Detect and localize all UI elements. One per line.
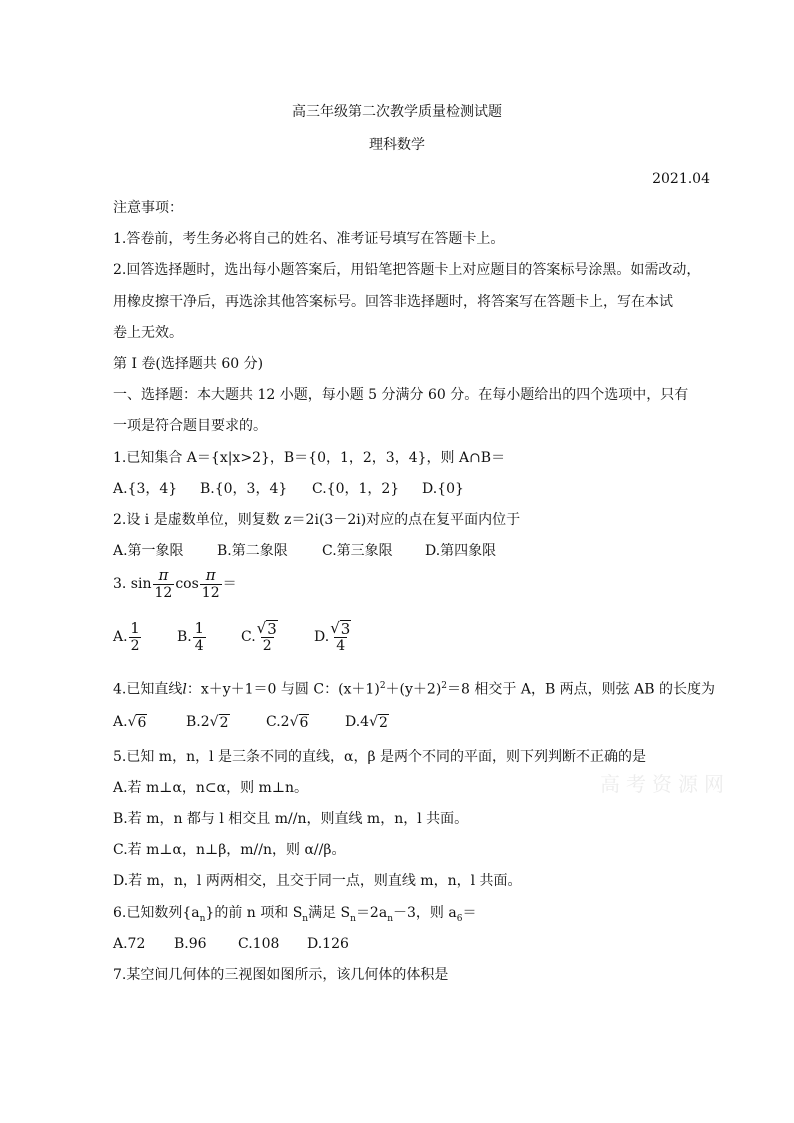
q3-option-a: A. $\frac{1}{2}$ xyxy=(113,618,140,654)
q2-option-b: B.第二象限 xyxy=(217,543,288,559)
notes-heading: 注意事项： xyxy=(113,200,183,216)
question-6-stem: 6.已知数列$\{a_n\}$的前 n 项和 $S_n$满足 $S_n=2a_n-3$，则 $a_6=$ xyxy=(113,905,477,924)
notes-item-2-line-2: 用橡皮擦干净后，再选涂其他答案标号。回答非选择题时，将答案写在答题卡上，写在本试 xyxy=(113,294,673,310)
question-4-stem: 4.已知直线l：x＋y＋1＝0 与圆 C：$(x+1)^2+(y+2)^2=8$ 相交于 A，B 两点，则弦 AB 的长度为 xyxy=(113,681,715,698)
q3-option-d: D. √ 3 4 xyxy=(314,618,351,654)
question-3-options xyxy=(113,618,352,656)
question-3-stem: 3. sin $\frac{\pi}{12}$ cos $\frac{\pi}{12}$ ＝ xyxy=(113,565,237,601)
exam-date: 2021.04 xyxy=(652,171,710,187)
question-1-stem: 1.已知集合 A＝{x|x>2}，B＝{0，1，2，3，4}，则 A∩B＝ xyxy=(113,450,506,466)
question-6-options xyxy=(113,935,349,953)
q4-option-a: A.√ 6 xyxy=(113,714,147,731)
q3-option-c: C. √ 3 2 xyxy=(241,618,277,654)
section-intro-line-1: 一、选择题：本大题共 12 小题，每小题 5 分满分 60 分。在每小题给出的四个选项中，只有 xyxy=(113,387,689,403)
q3-fraction-2: $\frac{\pi}{12}$ xyxy=(201,565,220,601)
q5-option-a: A.若 m⊥α，n⊂α，则 m⊥n。 xyxy=(113,780,309,796)
q4-option-d: D.4√ 2 xyxy=(345,714,388,731)
question-7-stem: 7.某空间几何体的三视图如图所示，该几何体的体积是 xyxy=(113,967,449,983)
q6-option-b: B.96 xyxy=(174,936,207,952)
subject-title: 理科数学 xyxy=(369,137,425,153)
q2-option-a: A.第一象限 xyxy=(113,543,184,559)
q6-option-c: C.108 xyxy=(238,936,280,952)
watermark: 高考资源网 xyxy=(600,772,730,796)
question-1-options xyxy=(113,480,464,498)
volume-heading: 第 I 卷(选择题共 60 分) xyxy=(113,356,264,372)
q1-option-b: B.{0，3，4} xyxy=(200,481,288,497)
q3-option-b: B. $\frac{1}{4}$ xyxy=(177,618,204,654)
q5-option-b: B.若 m，n 都与 l 相交且 m//n，则直线 m，n，l 共面。 xyxy=(113,811,469,827)
q2-option-c: C.第三象限 xyxy=(322,543,393,559)
q5-option-c: C.若 m⊥α，n⊥β，m//n，则 α//β。 xyxy=(113,842,346,858)
question-2-stem: 2.设 i 是虚数单位，则复数 z＝2i(3－2i)对应的点在复平面内位于 xyxy=(113,512,521,528)
q5-option-d: D.若 m，n，l 两两相交，且交于同一点，则直线 m，n，l 共面。 xyxy=(113,873,522,889)
notes-item-2-line-1: 2.回答选择题时，选出每小题答案后，用铅笔把答题卡上对应题目的答案标号涂黑。如需改动， xyxy=(113,262,701,278)
q1-option-c: C.{0，1，2} xyxy=(312,481,400,497)
notes-item-2-line-3: 卷上无效。 xyxy=(113,325,183,341)
q4-option-c: C.2√ 6 xyxy=(266,714,309,731)
q4-option-b: B.2√ 2 xyxy=(186,714,229,731)
question-4-options xyxy=(113,713,389,731)
q6-option-a: A.72 xyxy=(113,936,146,952)
q3-fraction-1: $\frac{\pi}{12}$ xyxy=(154,565,173,601)
section-intro-line-2: 一项是符合题目要求的。 xyxy=(113,418,267,434)
notes-item-1: 1.答卷前，考生务必将自己的姓名、准考证号填写在答题卡上。 xyxy=(113,231,505,247)
q1-option-d: D.{0} xyxy=(422,481,464,497)
q6-option-d: D.126 xyxy=(307,936,349,952)
question-5-stem: 5.已知 m，n，l 是三条不同的直线，α，β 是两个不同的平面，则下列判断不正确的是 xyxy=(113,749,647,765)
q2-option-d: D.第四象限 xyxy=(425,543,497,559)
q1-option-a: A.{3，4} xyxy=(113,481,178,497)
question-2-options xyxy=(113,542,496,560)
page-title: 高三年级第二次教学质量检测试题 xyxy=(292,104,502,120)
